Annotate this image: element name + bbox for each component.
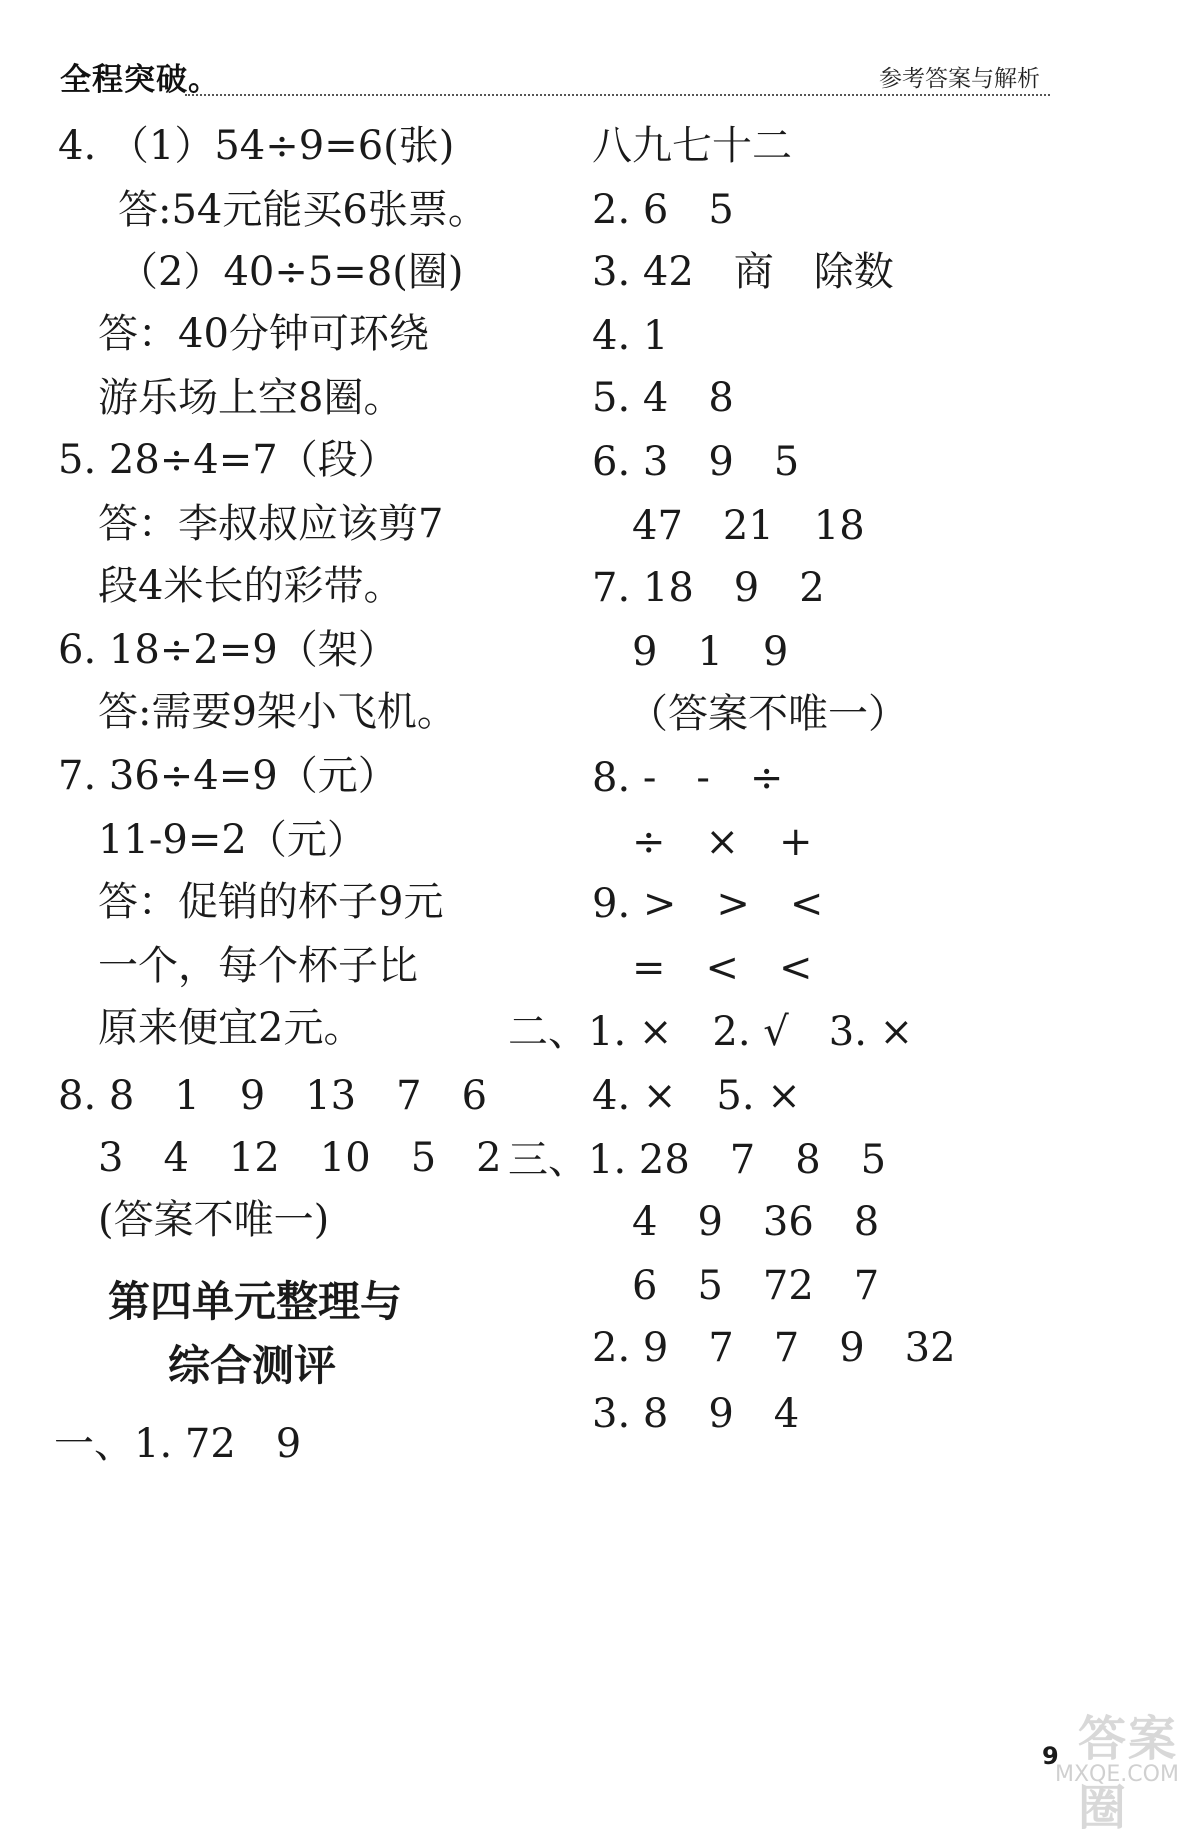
continued-text: 八九七十二 [592,123,792,169]
r-q9-row-1: 9. > > < [592,881,824,927]
r-part3-q3: 3. 8 9 4 [592,1391,800,1437]
q5-answer-2: 段4米长的彩带。 [98,563,404,609]
unit-heading-line-2: 综合测评 [168,1341,337,1390]
r-q7-row-1: 7. 18 9 2 [592,565,825,611]
header-divider [185,94,1050,96]
r-q8-row-1: 8. - - ÷ [592,755,784,801]
section-title: 参考答案与解析 [879,66,1040,92]
q7-answer-1: 答：促销的杯子9元 [98,879,444,925]
r-q5: 5. 4 8 [592,375,734,421]
r-part2-row-2: 4. × 5. × [592,1073,801,1119]
r-q7-row-2: 9 1 9 [632,629,789,675]
r-q2: 2. 6 5 [592,187,734,233]
q7-answer-2: 一个，每个杯子比 [98,943,418,989]
r-part2-row-1: 二、1. × 2. √ 3. × [508,1009,914,1055]
r-part3-q1-row-2: 4 9 36 8 [632,1199,880,1245]
q5-equation: 5. 28÷4=7（段） [58,437,398,483]
q4-part1-equation: 4. （1）54÷9=6(张) [58,123,455,169]
watermark-url: MXQE.COM [1055,1762,1179,1787]
page-header [60,54,1050,100]
q8-note: (答案不唯一) [98,1197,330,1243]
r-part3-q2: 2. 9 7 7 9 32 [592,1325,956,1371]
q4-part2-answer-2: 游乐场上空8圈。 [98,375,404,421]
q7-equation-2: 11-9=2（元） [98,817,367,863]
r-q7-note: （答案不唯一） [628,691,908,737]
q8-row-1: 8. 8 1 9 13 7 6 [58,1073,488,1119]
part1-q1: 一、1. 72 9 [54,1421,302,1467]
r-q8-row-2: ÷ × + [632,819,813,865]
r-q4: 4. 1 [592,313,669,359]
q4-part2-equation: （2）40÷5=8(圈) [118,249,464,295]
r-part3-q1-row-3: 6 5 72 7 [632,1263,880,1309]
watermark-logo: 答案圈 [1078,1711,1179,1836]
r-q6-row-1: 6. 3 9 5 [592,439,800,485]
q8-row-2: 3 4 12 10 5 2 [98,1135,502,1181]
r-part3-q1-row-1: 三、1. 28 7 8 5 [508,1137,887,1183]
page-number: 9 [1042,1742,1059,1770]
q6-answer: 答:需要9架小飞机。 [98,689,457,735]
q4-part1-answer: 答:54元能买6张票。 [118,187,488,233]
r-q3: 3. 42 商 除数 [592,249,894,295]
q6-equation: 6. 18÷2=9（架） [58,627,398,673]
brand-logo: 全程突破。 [60,62,220,98]
q7-answer-3: 原来便宜2元。 [98,1005,364,1051]
r-q6-row-2: 47 21 18 [632,503,865,549]
q5-answer-1: 答：李叔叔应该剪7 [98,501,444,547]
r-q9-row-2: = < < [632,945,813,991]
q4-part2-answer-1: 答：40分钟可环绕 [98,311,429,357]
unit-heading-line-1: 第四单元整理与 [108,1277,403,1326]
q7-equation-1: 7. 36÷4=9（元） [58,753,398,799]
